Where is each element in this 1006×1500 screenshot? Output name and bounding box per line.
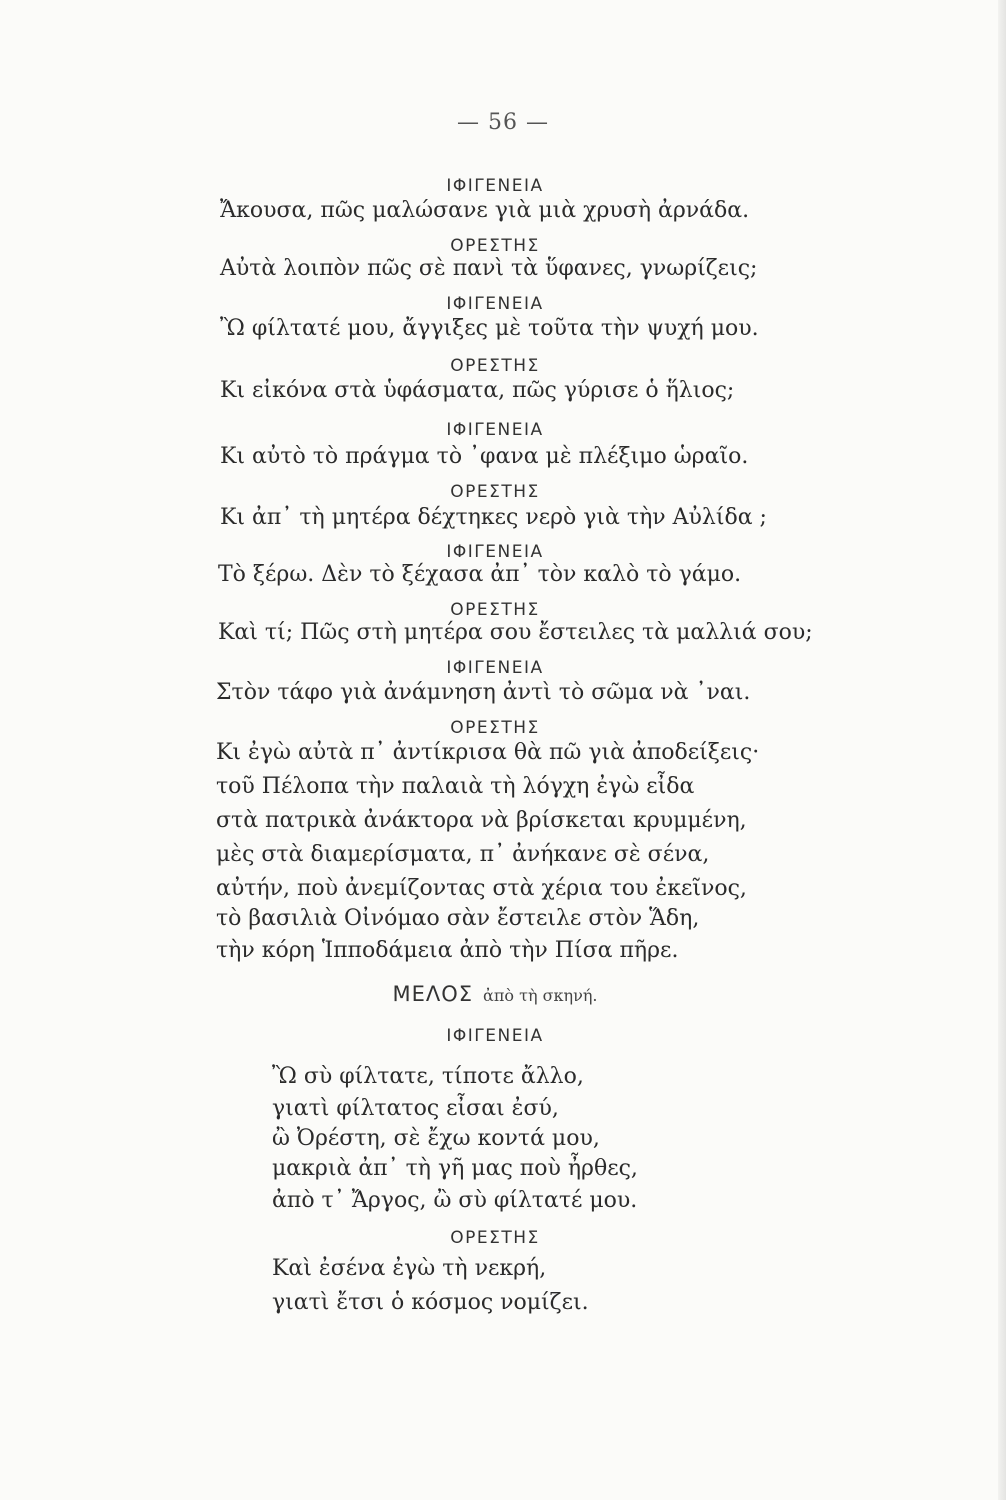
- speaker-iphigenia: ΙΦΙΓΕΝΕΙΑ: [446, 176, 544, 196]
- song-line: γιατὶ φίλτατος εἶσαι ἐσύ,: [272, 1096, 559, 1121]
- speaker-iphigenia: ΙΦΙΓΕΝΕΙΑ: [446, 294, 544, 314]
- verse-line: τοῦ Πέλοπα τὴν παλαιὰ τὴ λόγχη ἐγὼ εἶδα: [216, 774, 695, 799]
- verse-line: τὴν κόρη Ἱπποδάμεια ἀπὸ τὴν Πίσα πῆρε.: [216, 938, 679, 963]
- speaker-orestes: ΟΡΕΣΤΗΣ: [450, 1228, 540, 1248]
- song-line: μακριὰ ἀπ᾽ τὴ γῆ μας ποὺ ἦρθες,: [272, 1156, 638, 1181]
- stage-direction: ἀπὸ τὴ σκηνή.: [483, 986, 598, 1005]
- song-line: ὢ Ὀρέστη, σὲ ἔχω κοντά μου,: [272, 1126, 600, 1151]
- page-number: — 56 —: [457, 110, 549, 135]
- verse-line: Κι αὐτὸ τὸ πράγμα τὸ ᾽φανα μὲ πλέξιμο ὡραῖο.: [220, 444, 749, 469]
- verse-line: Τὸ ξέρω. Δὲν τὸ ξέχασα ἀπ᾽ τὸν καλὸ τὸ γάμο.: [218, 562, 742, 587]
- song-line: Καὶ ἐσένα ἐγὼ τὴ νεκρή,: [272, 1256, 547, 1281]
- song-title: ΜΕΛΟΣ: [392, 982, 474, 1006]
- speaker-orestes: ΟΡΕΣΤΗΣ: [450, 356, 540, 376]
- song-line: γιατὶ ἔτσι ὁ κόσμος νομίζει.: [272, 1290, 589, 1315]
- verse-line: Στὸν τάφο γιὰ ἀνάμνηση ἀντὶ τὸ σῶμα νὰ ᾽ναι.: [216, 680, 751, 705]
- speaker-orestes: ΟΡΕΣΤΗΣ: [450, 482, 540, 502]
- verse-line: Ὢ φίλτατέ μου, ἄγγιξες μὲ τοῦτα τὴν ψυχή μου.: [220, 316, 759, 341]
- verse-line: αὐτήν, ποὺ ἀνεμίζοντας στὰ χέρια του ἐκεῖνος,: [216, 876, 747, 901]
- page-edge-shadow: [998, 0, 1006, 1500]
- verse-line: Κι εἰκόνα στὰ ὑφάσματα, πῶς γύρισε ὁ ἥλιος;: [220, 378, 735, 403]
- speaker-iphigenia: ΙΦΙΓΕΝΕΙΑ: [446, 1026, 544, 1046]
- song-heading: [0, 982, 990, 1006]
- verse-line: Κι ἐγὼ αὐτὰ π᾽ ἀντίκρισα θὰ πῶ γιὰ ἀποδείξεις·: [216, 740, 760, 765]
- verse-line: Καὶ τί; Πῶς στὴ μητέρα σου ἔστειλες τὰ μαλλιά σου;: [218, 620, 813, 645]
- speaker-iphigenia: ΙΦΙΓΕΝΕΙΑ: [446, 658, 544, 678]
- song-line: Ὢ σὺ φίλτατε, τίποτε ἄλλο,: [272, 1064, 584, 1089]
- song-line: ἀπὸ τ᾽ Ἄργος, ὢ σὺ φίλτατέ μου.: [272, 1188, 638, 1213]
- verse-line: τὸ βασιλιὰ Οἰνόμαο σὰν ἔστειλε στὸν Ἅδη,: [216, 906, 700, 931]
- verse-line: Αὐτὰ λοιπὸν πῶς σὲ πανὶ τὰ ὕφανες, γνωρίζεις;: [220, 256, 758, 281]
- speaker-iphigenia: ΙΦΙΓΕΝΕΙΑ: [446, 542, 544, 562]
- speaker-iphigenia: ΙΦΙΓΕΝΕΙΑ: [446, 420, 544, 440]
- speaker-orestes: ΟΡΕΣΤΗΣ: [450, 718, 540, 738]
- speaker-orestes: ΟΡΕΣΤΗΣ: [450, 600, 540, 620]
- verse-line: στὰ πατρικὰ ἀνάκτορα νὰ βρίσκεται κρυμμένη,: [216, 808, 747, 833]
- verse-line: Ἄκουσα, πῶς μαλώσανε γιὰ μιὰ χρυσὴ ἀρνάδα.: [220, 198, 750, 223]
- speaker-orestes: ΟΡΕΣΤΗΣ: [450, 236, 540, 256]
- verse-line: Κι ἀπ᾽ τὴ μητέρα δέχτηκες νερὸ γιὰ τὴν Αὐλίδα ;: [220, 505, 767, 530]
- verse-line: μὲς στὰ διαμερίσματα, π᾽ ἀνήκανε σὲ σένα,: [216, 842, 710, 867]
